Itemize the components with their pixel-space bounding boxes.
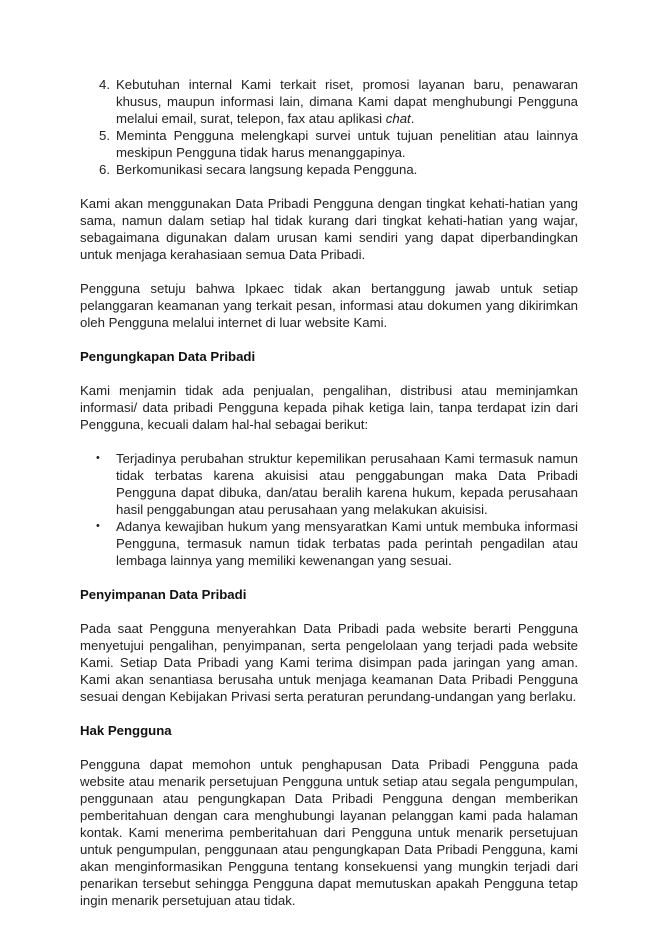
list-item-text: Terjadinya perubahan struktur kepemilikan perusahaan Kami termasuk namun tidak terbatas karena akuisisi atau penggabungan maka Data Pribadi Pengguna dapat dibuka, dan/atau beralih karena hukum, kepada perusahaan hasil penggabungan atau perusahaan yang melakukan akuisisi. [116,451,578,517]
bullet-list [80,450,578,569]
section-heading-storage: Penyimpanan Data Pribadi [80,587,247,602]
list-item-text: Adanya kewajiban hukum yang mensyaratkan Kami untuk membuka informasi Pengguna, termasuk namun tidak terbatas pada perintah pengadilan atau lembaga lainnya yang memiliki kewenangan yang sesuai. [116,519,578,568]
bullet-icon: • [96,452,100,464]
list-item-text: Kebutuhan internal Kami terkait riset, promosi layanan baru, penawaran khusus, maupun informasi lain, dimana Kami dapat menghubungi Pengguna melalui email, surat, telepon, fax atau aplikasi chat. [116,77,578,126]
list-item-text: Berkomunikasi secara langsung kepada Pengguna. [116,162,418,177]
paragraph-rights: Pengguna dapat memohon untuk penghapusan Data Pribadi Pengguna pada website atau menarik persetujuan Pengguna untuk setiap atau segala pengumpulan, penggunaan atau pengungkapan Data Pribadi Pengguna dengan memberikan pemberitahuan dengan cara menghubungi layanan pelanggan kami pada halaman kontak. Kami menerima pemberitahuan dari Pengguna untuk menarik persetujuan untuk pengumpulan, penggunaan atau pengungkapan Data Pribadi Pengguna, kami akan menginformasikan Pengguna tentang konsekuensi yang mungkin terjadi dari penarikan tersebut sehingga Pengguna dapat memutuskan apakah Pengguna tetap ingin menarik persetujuan atau tidak. [80,757,578,908]
list-item [80,161,578,178]
list-item [80,450,578,518]
paragraph-care: Kami akan menggunakan Data Pribadi Pengguna dengan tingkat kehati-hatian yang sama, namun dalam setiap hal tidak kurang dari tingkat kehati-hatian yang wajar, sebagaimana digunakan dalam urusan kami sendiri yang dapat diperbandingkan untuk menjaga kerahasiaan semua Data Pribadi. [80,196,578,262]
numbered-list [80,76,578,178]
document-page [80,76,578,909]
list-item [80,127,578,161]
section-heading-disclosure: Pengungkapan Data Pribadi [80,349,256,364]
list-item-text: Meminta Pengguna melengkapi survei untuk tujuan penelitian atau lainnya meskipun Pengguna tidak harus menanggapinya. [116,128,578,160]
list-number: 4. [99,77,110,92]
list-number: 5. [99,128,110,143]
paragraph-storage: Pada saat Pengguna menyerahkan Data Pribadi pada website berarti Pengguna menyetujui pengalihan, penyimpanan, serta pengelolaan yang terjadi pada website Kami. Setiap Data Pribadi yang Kami terima disimpan pada jaringan yang aman. Kami akan senantiasa berusaha untuk menjaga keamanan Data Pribadi Pengguna sesuai dengan Kebijakan Privasi serta peraturan perundang-undangan yang berlaku. [80,621,578,704]
paragraph-disclosure-intro: Kami menjamin tidak ada penjualan, pengalihan, distribusi atau meminjamkan informasi/ data pribadi Pengguna kepada pihak ketiga lain, tanpa terdapat izin dari Pengguna, kecuali dalam hal-hal sebagai berikut: [80,383,578,432]
list-item [80,76,578,127]
paragraph-liability: Pengguna setuju bahwa Ipkaec tidak akan bertanggung jawab untuk setiap pelanggaran keamanan yang terkait pesan, informasi atau dokumen yang dikirimkan oleh Pengguna melalui internet di luar website Kami. [80,281,578,330]
list-item [80,518,578,569]
list-number: 6. [99,162,110,177]
bullet-icon: • [96,520,100,532]
section-heading-rights: Hak Pengguna [80,723,172,738]
italic-term: chat [385,111,411,126]
